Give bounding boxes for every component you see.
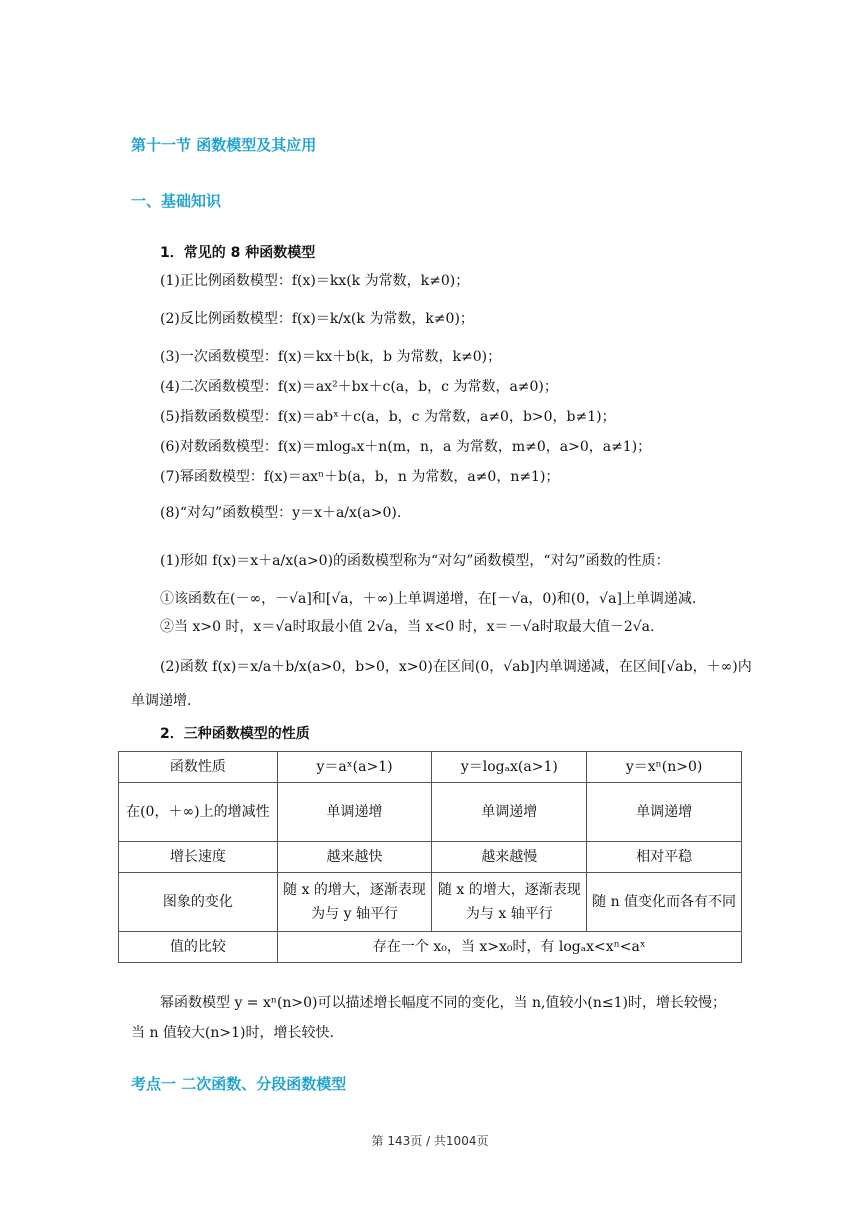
model-line: (8)“对勾”函数模型：y＝x＋a/x(a>0). <box>160 505 402 521</box>
properties-table <box>118 751 742 963</box>
table-header-cell: 函数性质 <box>119 752 278 783</box>
topic-title: 考点一 二次函数、分段函数模型 <box>131 1075 347 1093</box>
table-cell: 越来越慢 <box>432 842 587 873</box>
table-cell: 增长速度 <box>119 842 278 873</box>
table-row <box>119 932 742 963</box>
table-cell: 相对平稳 <box>587 842 742 873</box>
page-footer: 第 143页 / 共1004页 <box>371 1134 489 1148</box>
table-cell: 随 n 值变化而各有不同 <box>587 873 742 932</box>
note-line: ②当 x>0 时，x＝√a时取最小值 2√a，当 x<0 时，x＝－√a时取最大值－2√a. <box>160 619 655 635</box>
table-cell: 在(0，＋∞)上的增减性 <box>119 783 278 842</box>
paragraph-line: 当 n 值较大(n>1)时，增长较快. <box>131 1025 334 1041</box>
paragraph-line: 幂函数模型 y = xⁿ(n>0)可以描述增长幅度不同的变化，当 n,值较小(n≤1)时，增长较慢； <box>160 995 727 1011</box>
table-header-cell: y＝xⁿ(n>0) <box>587 752 742 783</box>
note-line: ①该函数在(－∞，－√a]和[√a，＋∞)上单调递增，在[－√a，0)和(0，√a]上单调递减. <box>160 591 697 607</box>
table-cell: 随 x 的增大，逐渐表现为与 y 轴平行 <box>277 873 432 932</box>
table-cell: 单调递增 <box>432 783 587 842</box>
subsection-title-1: 1．常见的 8 种函数模型 <box>160 245 316 261</box>
table-cell: 随 x 的增大，逐渐表现为与 x 轴平行 <box>432 873 587 932</box>
model-line: (6)对数函数模型：f(x)＝mlogₐx＋n(m，n，a 为常数，m≠0，a>0，a≠1)； <box>160 439 652 455</box>
table-cell: 图象的变化 <box>119 873 278 932</box>
table-header-row <box>119 752 742 783</box>
table-cell: 存在一个 x₀，当 x>x₀时，有 logₐx<xⁿ<aˣ <box>277 932 741 963</box>
table-row <box>119 873 742 932</box>
table-cell: 值的比较 <box>119 932 278 963</box>
model-line: (5)指数函数模型：f(x)＝abˣ＋c(a，b，c 为常数，a≠0，b>0，b≠1)； <box>160 409 616 425</box>
table-row <box>119 842 742 873</box>
model-line: (2)反比例函数模型：f(x)＝k/x(k 为常数，k≠0)； <box>160 311 474 327</box>
table-cell: 单调递增 <box>587 783 742 842</box>
note-line: (2)函数 f(x)＝x/a＋b/x(a>0，b>0，x>0)在区间(0，√ab]内单调递减，在区间[√ab，＋∞)内 <box>160 659 752 675</box>
model-line: (4)二次函数模型：f(x)＝ax²＋bx＋c(a，b，c 为常数，a≠0)； <box>160 379 558 395</box>
table-header-cell: y＝aˣ(a>1) <box>277 752 432 783</box>
note-line: (1)形如 f(x)＝x＋a/x(a>0)的函数模型称为“对勾”函数模型，“对勾”函数的性质： <box>160 553 670 569</box>
table-header-cell: y＝logₐx(a>1) <box>432 752 587 783</box>
part-title: 一、基础知识 <box>131 192 222 210</box>
table-cell: 越来越快 <box>277 842 432 873</box>
section-title: 第十一节 函数模型及其应用 <box>131 136 317 154</box>
model-line: (3)一次函数模型：f(x)＝kx＋b(k，b 为常数，k≠0)； <box>160 349 502 365</box>
table-cell: 单调递增 <box>277 783 432 842</box>
note-line: 单调递增. <box>131 693 192 709</box>
model-line: (1)正比例函数模型：f(x)＝kx(k 为常数，k≠0)； <box>160 273 470 289</box>
model-line: (7)幂函数模型：f(x)＝axⁿ＋b(a，b，n 为常数，a≠0，n≠1)； <box>160 469 560 485</box>
subsection-title-2: 2．三种函数模型的性质 <box>160 726 310 742</box>
table-row <box>119 783 742 842</box>
